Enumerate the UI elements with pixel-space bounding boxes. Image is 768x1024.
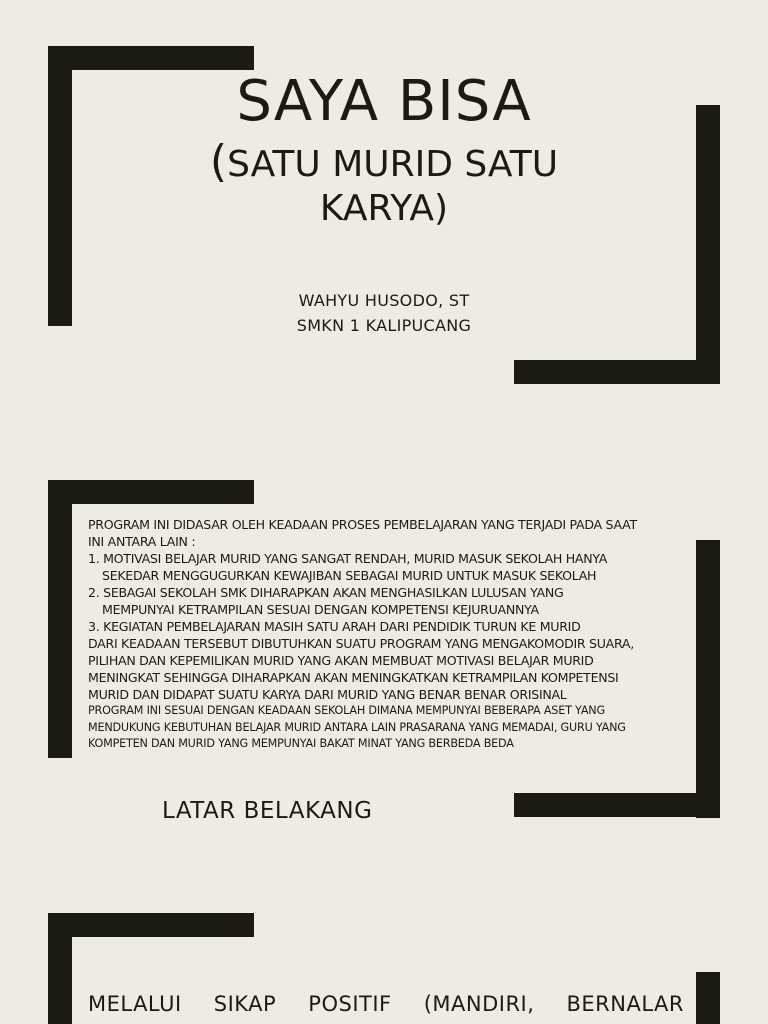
slide1-subtitle: [150, 136, 618, 231]
text-line: MURID DAN DIDAPAT SUATU KARYA DARI MURID YANG BENAR BENAR ORISINAL: [88, 687, 567, 702]
section-title: LATAR BELAKANG: [162, 798, 373, 824]
school-name: SMKN 1 KALIPUCANG: [296, 316, 472, 335]
text-line: 2. SEBAGAI SEKOLAH SMK DIHARAPKAN AKAN MENGHASILKAN LULUSAN YANG: [88, 585, 564, 600]
text-line: SEKEDAR MENGGUGURKAN KEWAJIBAN SEBAGAI MURID UNTUK MASUK SEKOLAH: [102, 568, 597, 583]
slide3-text: MELALUI SIKAP POSITIF (MANDIRI, BERNALAR: [88, 992, 684, 1016]
text-line: DARI KEADAAN TERSEBUT DIBUTUHKAN SUATU PROGRAM YANG MENGAKOMODIR SUARA,: [88, 636, 634, 651]
text-line: 3. KEGIATAN PEMBELAJARAN MASIH SATU ARAH DARI PENDIDIK TURUN KE MURID: [88, 619, 581, 634]
text-line: PROGRAM INI DIDASAR OLEH KEADAAN PROSES PEMBELAJARAN YANG TERJADI PADA SAAT: [88, 517, 637, 532]
text-line: INI ANTARA LAIN :: [88, 534, 196, 549]
slide2-frame-top-left-h: [48, 480, 254, 504]
slide1-title: SAYA BISA: [236, 69, 532, 134]
text-line: KOMPETEN DAN MURID YANG MEMPUNYAI BAKAT MINAT YANG BERBEDA BEDA: [88, 737, 514, 750]
slide1-author-block: [0, 288, 768, 338]
text-line: MENDUKUNG KEBUTUHAN BELAJAR MURID ANTARA LAIN PRASARANA YANG MEMADAI, GURU YANG: [88, 720, 626, 734]
text-line: PILIHAN DAN KEPEMILIKAN MURID YANG AKAN MEMBUAT MOTIVASI BELAJAR MURID: [88, 653, 594, 668]
slide2-frame-bottom-right-v: [696, 540, 720, 818]
text-line: PROGRAM INI SESUAI DENGAN KEADAAN SEKOLAH DIMANA MEMPUNYAI BEBERAPA ASET YANG: [88, 704, 605, 717]
slide3-frame-right-v: [696, 972, 720, 1024]
subtitle-open-paren: (: [209, 136, 228, 187]
slide1-frame-top-left-h: [48, 46, 254, 70]
text-line: 1. MOTIVASI BELAJAR MURID YANG SANGAT RENDAH, MURID MASUK SEKOLAH HANYA: [88, 551, 608, 566]
slide2-frame-top-left-v: [48, 480, 72, 758]
slide3-frame-top-left-h: [48, 913, 254, 937]
slide3-frame-top-left-v: [48, 913, 72, 1024]
subtitle-line2: KARYA): [319, 188, 449, 229]
author-name: WAHYU HUSODO, ST: [298, 291, 470, 310]
subtitle-line1: SATU MURID SATU: [227, 144, 559, 185]
slide1-frame-bottom-right-h: [514, 360, 720, 384]
text-line: MEMPUNYAI KETRAMPILAN SESUAI DENGAN KOMPETENSI KEJURUANNYA: [102, 602, 539, 617]
background-text: [88, 516, 688, 753]
text-line: MENINGKAT SEHINGGA DIHARAPKAN AKAN MENINGKATKAN KETRAMPILAN KOMPETENSI: [88, 670, 619, 685]
slide2-frame-bottom-right-h: [514, 793, 720, 817]
slide1-frame-bottom-right-v: [696, 105, 720, 384]
